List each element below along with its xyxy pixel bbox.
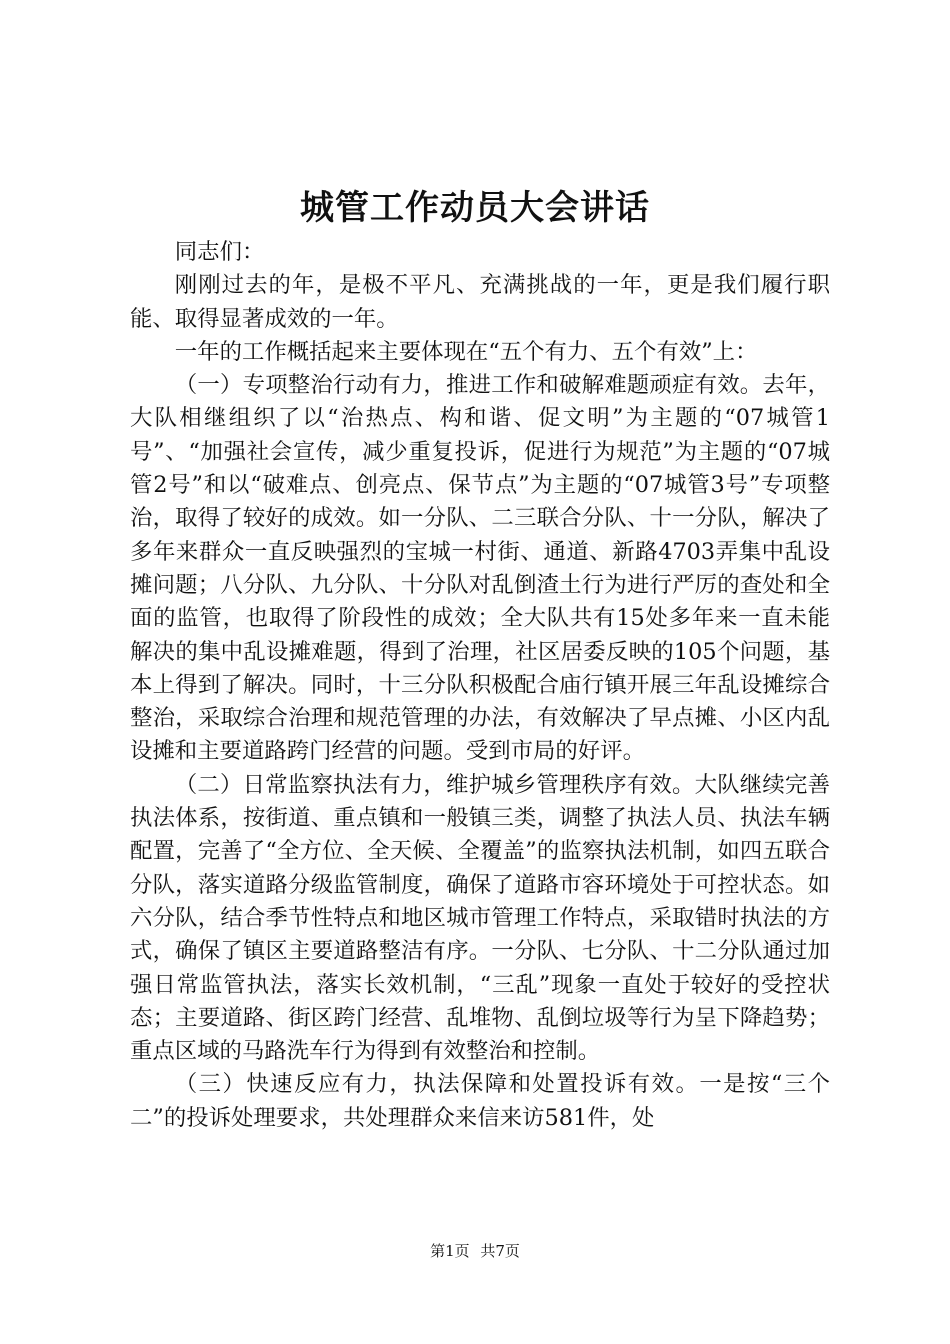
page-footer: [0, 1240, 950, 1262]
paragraph-4: （二）日常监察执法有力，维护城乡管理秩序有效。大队继续完善执法体系，按街道、重点镇和一般镇三类，调整了执法人员、执法车辆配置，完善了“全方位、全天候、全覆盖”的监察执法机制，如四五联合分队，落实道路分级监管制度，确保了道路市容环境处于可控状态。如六分队，结合季节性特点和地区城市管理工作特点，采取错时执法的方式，确保了镇区主要道路整洁有序。一分队、七分队、十二分队通过加强日常监管执法，落实长效机制，“三乱”现象一直处于较好的受控状态；主要道路、街区跨门经营、乱堆物、乱倒垃圾等行为呈下降趋势；重点区域的马路洗车行为得到有效整治和控制。: [130, 771, 830, 1065]
paragraph-5: （三）快速反应有力，执法保障和处置投诉有效。一是按“三个二”的投诉处理要求，共处理群众来信来访581件，处: [130, 1071, 830, 1131]
paragraph-1: 刚刚过去的年，是极不平凡、充满挑战的一年，更是我们履行职能、取得显著成效的一年。: [130, 272, 830, 332]
document-body: [130, 236, 830, 1135]
document-title: 城管工作动员大会讲话: [300, 188, 650, 228]
salutation: 同志们：: [174, 239, 265, 265]
page-number: 第1页: [430, 1242, 470, 1260]
page-total: 共7页: [480, 1242, 520, 1260]
paragraph-2: 一年的工作概括起来主要体现在“五个有力、五个有效”上：: [174, 338, 758, 365]
paragraph-3: （一）专项整治行动有力，推进工作和破解难题顽症有效。去年，大队相继组织了以“治热点、构和谐、促文明”为主题的“07城管1号”、“加强社会宣传，减少重复投诉，促进行为规范”为主题的“07城管2号”和以“破难点、创亮点、保节点”为主题的“07城管3号”专项整治，取得了较好的成效。如一分队、二三联合分队、十一分队，解决了多年来群众一直反映强烈的宝城一村街、通道、新路4703弄集中乱设摊问题；八分队、九分队、十分队对乱倒渣土行为进行严厉的查处和全面的监管，也取得了阶段性的成效；全大队共有15处多年来一直未能解决的集中乱设摊难题，得到了治理，社区居委反映的105个问题，基本上得到了解决。同时，十三分队积极配合庙行镇开展三年乱设摊综合整治，采取综合治理和规范管理的办法，有效解决了早点摊、小区内乱设摊和主要道路跨门经营的问题。受到市局的好评。: [130, 372, 830, 765]
